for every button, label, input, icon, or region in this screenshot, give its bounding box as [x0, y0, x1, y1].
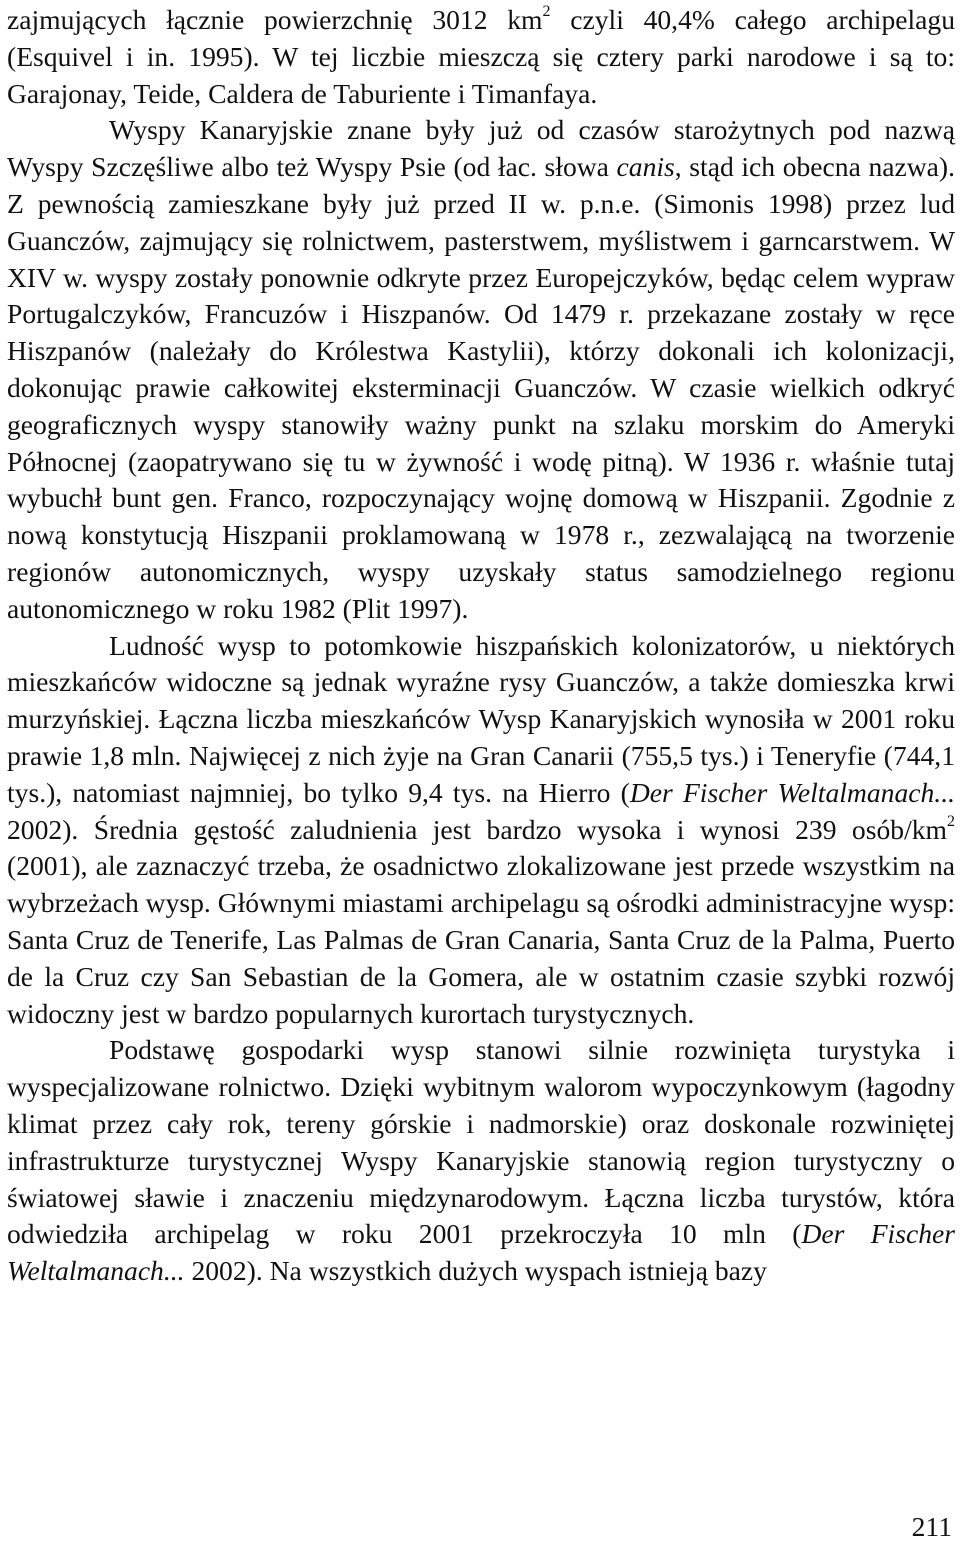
text-segment: (2001), ale zaznaczyć trzeba, że osadnictwo zlokalizowane jest przede wszystkim na wybrzeżach wysp. Głównymi miastami archipelagu są ośrodki administracyjne wysp: Santa Cruz de Tenerife, Las Palmas de Gran Canaria, Santa Cruz de la Palma, Puerto de la Cruz czy San Sebastian de la Gomera, ale w ostatnim czasie szybki rozwój widoczny jest w bardzo popularnych kurortach turystycznych. [7, 850, 955, 1029]
italic-text: canis [616, 151, 675, 183]
page-number: 211 [911, 1511, 952, 1542]
italic-text: Der Fischer Weltalmanach... [7, 1218, 955, 1287]
text-segment: 2002). Na wszystkich dużych wyspach istnieją bazy [184, 1255, 767, 1287]
paragraph [7, 2, 955, 112]
text-column [7, 2, 955, 1290]
paragraph [7, 112, 955, 627]
text-segment: 2002). Średnia gęstość zaludnienia jest bardzo wysoka i wynosi 239 osób/km [7, 813, 947, 845]
page-body [7, 2, 955, 1290]
italic-text: Der Fischer Weltalmanach... [629, 776, 955, 808]
text-segment: zajmujących łącznie powierzchnię 3012 km [7, 4, 543, 35]
text-segment: , stąd ich obecna nazwa). Z pewnością zamieszkane były już przed II w. p.n.e. (Simonis 1998) przez lud Guanczów, zajmujący się rolnictwem, pasterstwem, myślistwem i garncarstwem. W XIV w. wyspy zostały ponownie odkryte przez Europejczyków, będąc celem wypraw Portugalczyków, Francuzów i Hiszpanów. Od 1479 r. przekazane zostały w ręce Hiszpanów (należały do Królestwa Kastylii), którzy dokonali ich kolonizacji, dokonując prawie całkowitej eksterminacji Guanczów. W czasie wielkich odkryć geograficznych wyspy stanowiły ważny punkt na szlaku morskim do Ameryki Północnej (zaopatrywano się tu w żywność i wodę pitną). W 1936 r. właśnie tutaj wybuchł bunt gen. Franco, rozpoczynający wojnę domową w Hiszpanii. Zgodnie z nową konstytucją Hiszpanii proklamowaną w 1978 r., zezwalającą na tworzenie regionów autonomicznych, wyspy uzyskały status samodzielnego regionu autonomicznego w roku 1982 (Plit 1997). [7, 151, 956, 624]
superscript: 2 [947, 812, 955, 830]
text-segment: czyli 40,4% całego archipelagu (Esquivel i in. 1995). W tej liczbie mieszczą się cztery parki narodowe i są to: Garajonay, Teide, Caldera de Taburiente i Timanfaya. [7, 4, 955, 109]
text-segment: Podstawę gospodarki wysp stanowi silnie rozwinięta turystyka i wyspecjalizowane rolnictwo. Dzięki wybitnym walorom wypoczynkowym (łagodny klimat przez cały rok, tereny górskie i nadmorskie) oraz doskonale rozwiniętej infrastrukturze turystycznej Wyspy Kanaryjskie stanowią region turystyczny o światowej sławie i znaczeniu międzynarodowym. Łączna liczba turystów, która odwiedziła archipelag w roku 2001 przekroczyła 10 mln ( [7, 1034, 955, 1250]
paragraph [7, 1032, 955, 1290]
paragraph [7, 628, 955, 1033]
superscript: 2 [542, 3, 551, 21]
text-segment: Wyspy Kanaryjskie znane były już od czasów starożytnych pod nazwą Wyspy Szczęśliwe albo też Wyspy Psie (od łac. słowa [7, 114, 955, 183]
text-segment: Ludność wysp to potomkowie hiszpańskich kolonizatorów, u niektórych mieszkańców widoczne są jednak wyraźne rysy Guanczów, a także domieszka krwi murzyńskiej. Łączna liczba mieszkańców Wysp Kanaryjskich wynosiła w 2001 roku prawie 1,8 mln. Najwięcej z nich żyje na Gran Canarii (755,5 tys.) i Teneryfie (744,1 tys.), natomiast najmniej, bo tylko 9,4 tys. na Hierro ( [7, 629, 955, 808]
